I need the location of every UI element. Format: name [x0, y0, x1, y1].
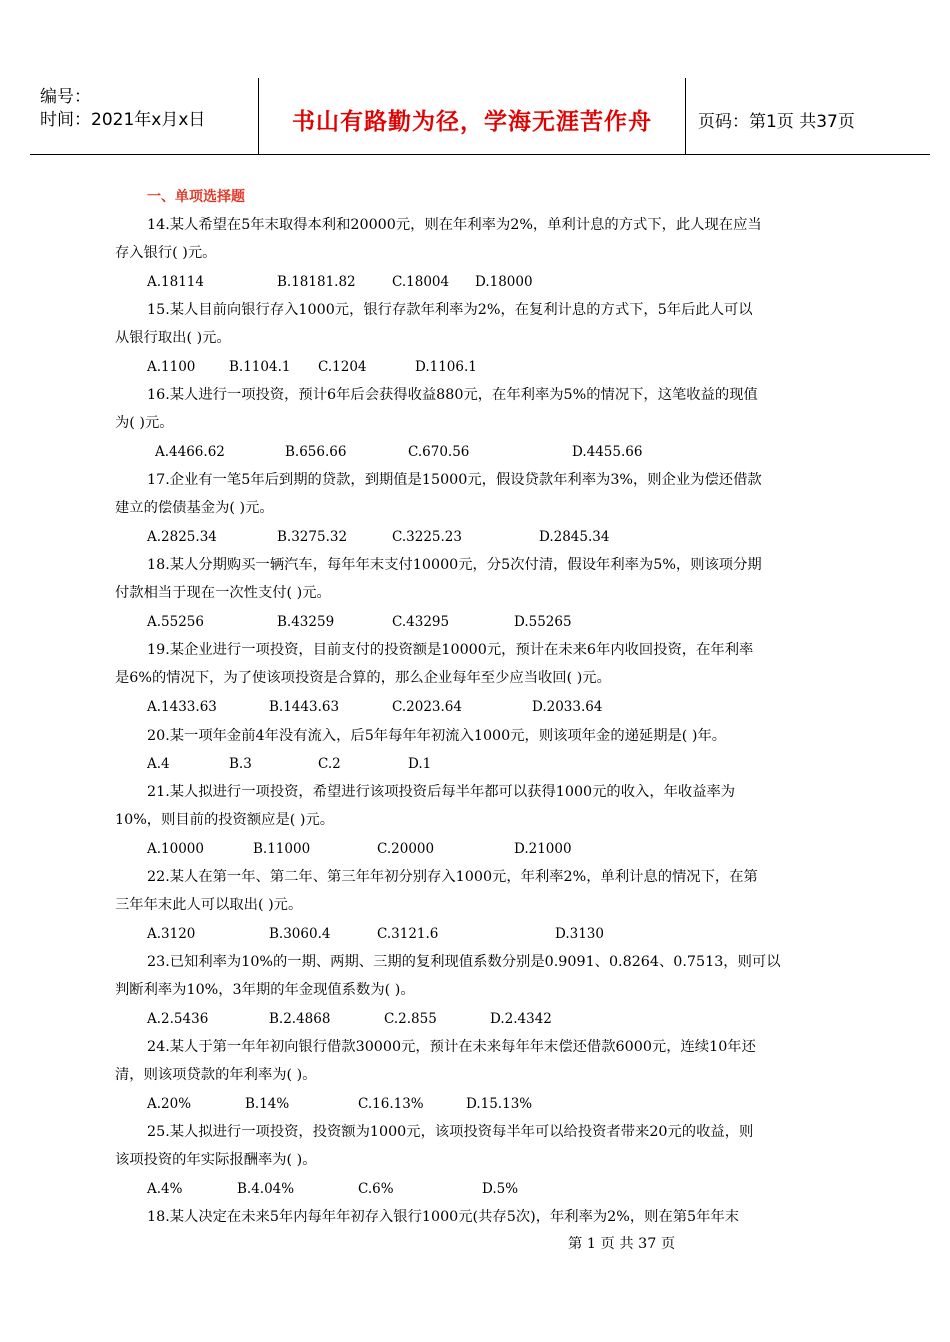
answer-option: B.1443.63 — [269, 699, 340, 715]
answer-option: C.3121.6 — [377, 926, 439, 942]
answer-option: B.2.4868 — [269, 1011, 331, 1027]
answer-option: B.3275.32 — [277, 529, 348, 545]
answer-option: B.3 — [229, 756, 252, 772]
question-text-line: 24.某人于第一年年初向银行借款30000元，预计在未来每年年末偿还借款6000元，连续10年还 — [147, 1039, 756, 1055]
question-text-line: 20.某一项年金前4年没有流入，后5年每年年初流入1000元，则该项年金的递延期是( )年。 — [147, 728, 727, 744]
question-text-line: 18.某人决定在未来5年内每年年初存入银行1000元(共存5次)，年利率为2%，则在第5年年末 — [147, 1209, 740, 1225]
answer-option: D.2845.34 — [539, 529, 610, 545]
answer-option: A.1433.63 — [147, 699, 217, 715]
answer-option: A.10000 — [147, 841, 204, 857]
answer-option: D.3130 — [555, 926, 604, 942]
answer-option: D.55265 — [514, 614, 572, 630]
answer-option: A.1100 — [147, 359, 196, 375]
answer-option: C.20000 — [377, 841, 435, 857]
question-text-line: 18.某人分期购买一辆汽车，每年年末支付10000元，分5次付清，假设年利率为5%，则该项分期 — [147, 557, 762, 573]
answer-option: D.21000 — [514, 841, 572, 857]
answer-option: C.1204 — [318, 359, 367, 375]
answer-option: C.2.855 — [384, 1011, 437, 1027]
answer-option: C.670.56 — [408, 444, 470, 460]
answer-option: B.1104.1 — [229, 359, 291, 375]
question-text-line: 14.某人希望在5年末取得本利和20000元，则在年利率为2%，单利计息的方式下，此人现在应当 — [147, 217, 762, 233]
answer-option: B.43259 — [277, 614, 335, 630]
question-text-line: 清，则该项贷款的年利率为( )。 — [115, 1067, 317, 1083]
page-header — [30, 78, 930, 155]
question-text-line: 建立的偿债基金为( )元。 — [115, 500, 274, 516]
question-text-line: 15.某人目前向银行存入1000元，银行存款年利率为2%，在复利计息的方式下，5年后此人可以 — [147, 302, 753, 318]
answer-option: C.6% — [358, 1181, 394, 1197]
header-page-number: 页码：第1页 共37页 — [698, 112, 855, 132]
answer-option: D.2.4342 — [490, 1011, 552, 1027]
answer-option: D.2033.64 — [532, 699, 603, 715]
answer-option: C.43295 — [392, 614, 450, 630]
answer-option: D.15.13% — [466, 1096, 533, 1112]
answer-option: B.11000 — [253, 841, 311, 857]
answer-option: D.1 — [408, 756, 432, 772]
question-text-line: 10%，则目前的投资额应是( )元。 — [115, 812, 335, 828]
page-footer: 第 1 页 共 37 页 — [568, 1236, 676, 1252]
answer-option: B.14% — [245, 1096, 290, 1112]
question-text-line: 16.某人进行一项投资，预计6年后会获得收益880元，在年利率为5%的情况下，这笔收益的现值 — [147, 387, 758, 403]
header-divider — [685, 78, 686, 154]
answer-option: C.2023.64 — [392, 699, 462, 715]
answer-option: A.18114 — [147, 274, 204, 290]
answer-option: D.18000 — [475, 274, 533, 290]
question-text-line: 23.已知利率为10%的一期、两期、三期的复利现值系数分别是0.9091、0.8264、0.7513，则可以 — [147, 954, 781, 970]
answer-option: B.656.66 — [285, 444, 347, 460]
answer-option: C.18004 — [392, 274, 450, 290]
answer-option: B.18181.82 — [277, 274, 356, 290]
answer-option: B.3060.4 — [269, 926, 331, 942]
answer-option: A.2.5436 — [147, 1011, 209, 1027]
answer-option: D.4455.66 — [572, 444, 643, 460]
answer-option: A.20% — [147, 1096, 192, 1112]
question-text-line: 从银行取出( )元。 — [115, 330, 231, 346]
document-number-label: 编号： — [40, 87, 91, 107]
answer-option: A.4466.62 — [155, 444, 225, 460]
answer-option: A.3120 — [147, 926, 196, 942]
answer-option: A.4 — [147, 756, 170, 772]
header-divider — [258, 78, 259, 154]
header-meta — [40, 78, 258, 154]
document-time-label: 时间：2021年x月x日 — [40, 110, 206, 130]
question-text-line: 是6%的情况下，为了使该项投资是合算的，那么企业每年至少应当收回( )元。 — [115, 670, 611, 686]
answer-option: A.4% — [147, 1181, 183, 1197]
answer-option: C.3225.23 — [392, 529, 462, 545]
answer-option: C.16.13% — [358, 1096, 424, 1112]
header-motto: 书山有路勤为径，学海无涯苦作舟 — [292, 109, 652, 135]
question-text-line: 25.某人拟进行一项投资，投资额为1000元，该项投资每半年可以给投资者带来20元的收益，则 — [147, 1124, 754, 1140]
answer-option: D.1106.1 — [415, 359, 477, 375]
section-title: 一、单项选择题 — [147, 189, 245, 205]
question-text-line: 为( )元。 — [115, 415, 174, 431]
question-text-line: 21.某人拟进行一项投资，希望进行该项投资后每半年都可以获得1000元的收入，年收益率为 — [147, 784, 736, 800]
question-text-line: 付款相当于现在一次性支付( )元。 — [115, 585, 331, 601]
question-text-line: 存入银行( )元。 — [115, 245, 217, 261]
answer-option: C.2 — [318, 756, 341, 772]
question-text-line: 19.某企业进行一项投资，目前支付的投资额是10000元，预计在未来6年内收回投资，在年利率 — [147, 642, 754, 658]
answer-option: A.55256 — [147, 614, 204, 630]
question-text-line: 判断利率为10%，3年期的年金现值系数为( )。 — [115, 982, 415, 998]
question-text-line: 17.企业有一笔5年后到期的贷款，到期值是15000元，假设贷款年利率为3%，则企业为偿还借款 — [147, 472, 762, 488]
question-text-line: 三年年末此人可以取出( )元。 — [115, 897, 303, 913]
answer-option: A.2825.34 — [147, 529, 217, 545]
answer-option: B.4.04% — [237, 1181, 295, 1197]
answer-option: D.5% — [482, 1181, 519, 1197]
question-text-line: 22.某人在第一年、第二年、第三年年初分别存入1000元，年利率2%，单利计息的情况下，在第 — [147, 869, 758, 885]
question-text-line: 该项投资的年实际报酬率为( )。 — [115, 1152, 317, 1168]
